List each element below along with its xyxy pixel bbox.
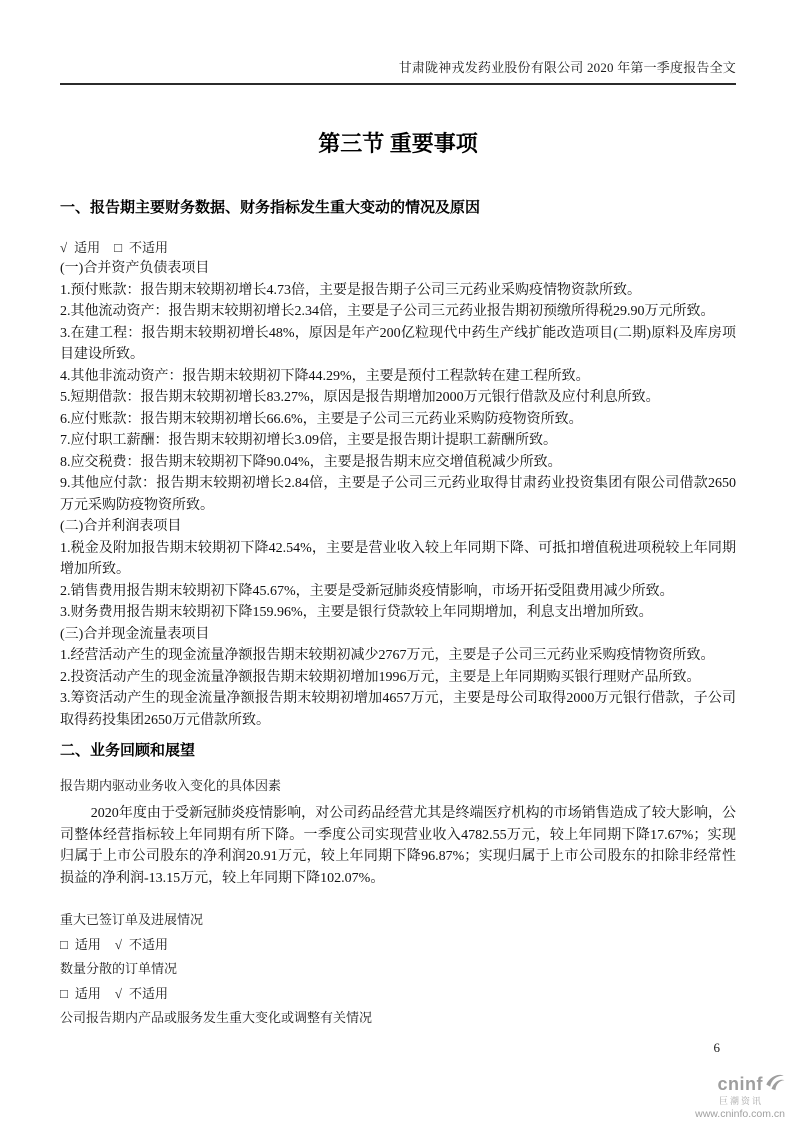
- checkbox-unchecked-icon: □: [60, 985, 68, 1001]
- cninfo-swirl-icon: [764, 1072, 785, 1095]
- income-statement-heading: (二)合并利润表项目: [60, 519, 182, 534]
- cninfo-chinese-label: 巨潮资讯: [718, 1096, 763, 1106]
- cash-flow-item: 2.投资活动产生的现金流量净额报告期末较期初增加1996万元，主要是上年同期购买银行理财产品所致。: [60, 669, 701, 685]
- applicable-label: 适用: [74, 936, 101, 952]
- revenue-driver-label: 报告期内驱动业务收入变化的具体因素: [60, 778, 282, 793]
- not-applicable-label: 不适用: [129, 985, 169, 1001]
- scattered-orders-applicability-line: [60, 982, 736, 1007]
- document-title: 第三节 重要事项: [318, 131, 478, 156]
- balance-sheet-item: 2.其他流动资产：报告期末较期初增长2.34倍，主要是子公司三元药业报告期初预缴所得税29.90万元所致。: [60, 304, 715, 319]
- income-statement-item: 2.销售费用报告期末较期初下降45.67%，主要是受新冠肺炎疫情影响，市场开拓受阻费用减少所致。: [60, 583, 674, 599]
- balance-sheet-item: 6.应付账款：报告期末较期初增长66.6%，主要是子公司三元药业采购防疫物资所致。: [60, 411, 583, 427]
- business-overview-paragraph: 2020年度由于受新冠肺炎疫情影响，对公司药品经营尤其是终端医疗机构的市场销售造成了较大影响，公司整体经营指标较上年同期有所下降。一季度公司实现营业收入4782.55万元，较上年同期下降17.67%；实现归属于上市公司股东的净利润20.91万元，较上年同期下降96.87%；实现归属于上市公司股东的扣除非经常性损益的净利润-13.15万元，较上年同期下降102.07%。: [60, 806, 736, 886]
- applicable-label: 适用: [74, 985, 101, 1001]
- checkbox-unchecked-icon: □: [60, 936, 68, 952]
- page-number: 6: [713, 1040, 720, 1055]
- page-header: [60, 0, 736, 85]
- major-orders-applicability-line: [60, 933, 736, 958]
- section2-body: [60, 803, 736, 889]
- cninfo-url: www.cninfo.com.cn: [695, 1108, 785, 1120]
- cninfo-brand-row: [673, 1072, 785, 1095]
- section2-heading: 二、业务回顾和展望: [60, 743, 196, 759]
- checkbox-checked-icon: √: [60, 240, 68, 255]
- cninfo-logo: [673, 1072, 785, 1120]
- section1-body: [60, 258, 736, 731]
- balance-sheet-item: 1.预付账款：报告期末较期初增长4.73倍，主要是报告期子公司三元药业采购疫情物资款所致。: [60, 282, 641, 298]
- balance-sheet-item: 3.在建工程：报告期末较期初增长48%，原因是年产200亿粒现代中药生产线扩能改造项目(二期)原料及库房项目建设所致。: [60, 325, 736, 362]
- cash-flow-item: 3.筹资活动产生的现金流量净额报告期末较期初增加4657万元，主要是母公司取得2000万元银行借款，子公司取得药投集团2650万元借款所致。: [60, 691, 736, 728]
- cash-flow-item: 1.经营活动产生的现金流量净额报告期末较期初减少2767万元，主要是子公司三元药业采购疫情物资所致。: [60, 648, 715, 663]
- balance-sheet-item: 4.其他非流动资产：报告期末较期初下降44.29%，主要是预付工程款转在建工程所致。: [60, 368, 590, 384]
- section1-heading: 一、报告期主要财务数据、财务指标发生重大变动的情况及原因: [60, 200, 481, 216]
- checkbox-unchecked-icon: □: [114, 240, 123, 255]
- checkbox-checked-icon: √: [114, 936, 123, 952]
- header-title: 甘肃陇神戎发药业股份有限公司 2020 年第一季度报告全文: [398, 60, 736, 75]
- checkbox-checked-icon: √: [114, 985, 123, 1001]
- balance-sheet-item: 9.其他应付款：报告期末较期初增长2.84倍，主要是子公司三元药业取得甘肃药业投资集团有限公司借款2650万元采购防疫物资所致。: [60, 476, 736, 513]
- product-change-label: 公司报告期内产品或服务发生重大变化或调整有关情况: [60, 1010, 373, 1025]
- cninfo-brand-text: cninf: [717, 1073, 763, 1094]
- section2-status-lines: [60, 908, 736, 1031]
- balance-sheet-heading: (一)合并资产负债表项目: [60, 261, 210, 276]
- major-orders-label: 重大已签订单及进展情况: [60, 912, 204, 927]
- scattered-orders-label: 数量分散的订单情况: [60, 961, 178, 976]
- balance-sheet-item: 7.应付职工薪酬：报告期末较期初增长3.09倍，主要是报告期计提职工薪酬所致。: [60, 433, 557, 448]
- income-statement-item: 1.税金及附加报告期末较期初下降42.54%，主要是营业收入较上年同期下降、可抵扣增值税进项税较上年同期增加所致。: [60, 540, 736, 577]
- not-applicable-label: 不适用: [129, 936, 169, 952]
- balance-sheet-item: 8.应交税费：报告期末较期初下降90.04%，主要是报告期末应交增值税减少所致。: [60, 454, 562, 470]
- balance-sheet-item: 5.短期借款：报告期末较期初增长83.27%，原因是报告期增加2000万元银行借款及应付利息所致。: [60, 390, 660, 405]
- income-statement-item: 3.财务费用报告期末较期初下降159.96%，主要是银行贷款较上年同期增加，利息支出增加所致。: [60, 605, 653, 620]
- applicable-label: 适用: [74, 240, 101, 255]
- cash-flow-heading: (三)合并现金流量表项目: [60, 626, 210, 642]
- section1-applicability-line: [60, 237, 736, 258]
- not-applicable-label: 不适用: [129, 240, 169, 255]
